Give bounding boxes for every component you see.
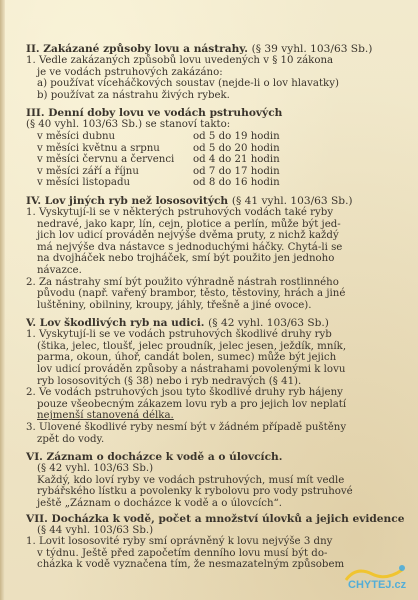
- text-line: 1. Vedle zakázaných způsobů lovu uvedených v § 10 zákona: [26, 55, 334, 66]
- text-line: 2. Za nástrahy smí být použito výhradně nástrah rostlinného: [26, 276, 339, 288]
- text-line: návazce.: [37, 264, 82, 276]
- section-heading-v: V. Lov škodlivých ryb na udici. (§ 42 vyhl. 103/63 Sb.): [26, 317, 329, 330]
- text-line: 3. Ulovené škodlivé ryby nesmí být v žádném případě puštěny: [26, 422, 347, 434]
- text-line: pouze všeobecným zákazem lovu ryb a pro jejich lov neplatí: [37, 398, 347, 410]
- text-line: cházka k vodě vyznačena tím, že nesmazatelným způsobem: [37, 559, 345, 571]
- section-heading-iii: III. Denní doby lovu ve vodách pstruhových: [26, 107, 283, 120]
- text-line: původu (např. vařený brambor, těsto, těstoviny, hrách a jiné: [37, 288, 346, 300]
- text-line: má nejvýše dva nástavce s jednoduchými háčky. Chytá-li se: [37, 241, 343, 253]
- section-heading-vii: VII. Docházka k vodě, počet a množství úlovků a jejich evidence: [26, 512, 405, 525]
- text-line: 1. Vyskytují-li se v některých pstruhových vodách také ryby: [26, 206, 334, 218]
- text-line: (štika, jelec, tloušť, jelec proudník, jelec jesen, ježdík, mník,: [37, 340, 347, 352]
- text-line: na dvojháček nebo trojháček, smí být použito jen jednoho: [37, 253, 335, 265]
- text-line: ještě „Záznam o docházce k vodě a o úlovcích“.: [37, 498, 282, 509]
- table-row: v měsíci červnu a červenci od 4 do 21 hodin: [37, 154, 280, 166]
- text-line: nejmenší stanovená délka.: [37, 410, 174, 422]
- watermark-text: CHYTEJ.cz: [348, 579, 407, 591]
- text-line: 1. Lovit lososovité ryby smí oprávněný k lovu nejvýše 3 dny: [26, 536, 333, 548]
- section-heading-iv: IV. Lov jiných ryb než lososovitých (§ 41 vyhl. 103/63 Sb.): [26, 194, 353, 207]
- table-row: v měsíci září a říjnu od 7 do 17 hodin: [37, 165, 280, 177]
- text-line: a) používat víceháčkových soustav (nejde-li o lov hlavatky): [37, 78, 339, 90]
- chytej-watermark-logo: [340, 558, 414, 592]
- table-row: v měsíci květnu a srpnu od 5 do 20 hodin: [37, 142, 280, 154]
- page-content: [26, 43, 405, 571]
- text-line: 1. Vyskytují-li se ve vodách pstruhových škodlivé druhy ryb: [26, 329, 332, 341]
- fishing-hours-table: [26, 131, 388, 189]
- text-line: b) používat za nástrahu živých rybek.: [37, 89, 230, 101]
- text-line: ryb lososovitých (§ 38) nebo i ryb nedravých (§ 41).: [37, 375, 302, 387]
- text-line: jich lov udicí prováděn nejvýše dvěma pruty, z nichž každý: [37, 230, 339, 242]
- binding-shadow: [0, 0, 5, 600]
- text-line: lov udicí prováděn způsoby a nástrahami povolenými k lovu: [37, 364, 346, 376]
- text-line: rybářského lístku a povolenky k rybolovu pro vody pstruhové: [37, 486, 353, 498]
- text-line: Každý, kdo loví ryby ve vodách pstruhových, musí mít vedle: [37, 474, 345, 486]
- text-line: (§ 42 vyhl. 103/63 Sb.): [37, 463, 154, 475]
- text-line: nedravé, jako kapr, lín, cejn, plotice a perlín, může být jed-: [37, 218, 341, 230]
- section-heading-ii: II. Zakázané způsoby lovu a nástrahy. (§ 39 vyhl. 103/63 Sb.): [26, 43, 373, 55]
- text-line: zpět do vody.: [37, 433, 105, 445]
- table-row: v měsíci dubnu od 5 do 19 hodin: [37, 130, 280, 142]
- text-line: luštěniny, obilniny, kroupy, jáhly, třešně a jiné ovoce).: [37, 299, 312, 311]
- text-line: 2. Ve vodách pstruhových jsou tyto škodlivé druhy ryb hájeny: [26, 387, 343, 399]
- text-line: je ve vodách pstruhových zakázáno:: [37, 66, 223, 78]
- text-line: v týdnu. Ještě před započetím denního lovu musí být do-: [37, 547, 328, 559]
- text-line: (§ 44 vyhl. 103/63 Sb.): [37, 524, 154, 536]
- section-heading-vi: VI. Záznam o docházce k vodě a o úlovcích.: [26, 451, 283, 464]
- text-line: (§ 40 vyhl. 103/63 Sb.) se stanoví takto:: [26, 119, 231, 131]
- table-row: v měsíci listopadu od 8 do 16 hodin: [37, 177, 280, 189]
- text-line: parma, okoun, úhoř, candát bolen, sumec) může být jejich: [37, 352, 337, 364]
